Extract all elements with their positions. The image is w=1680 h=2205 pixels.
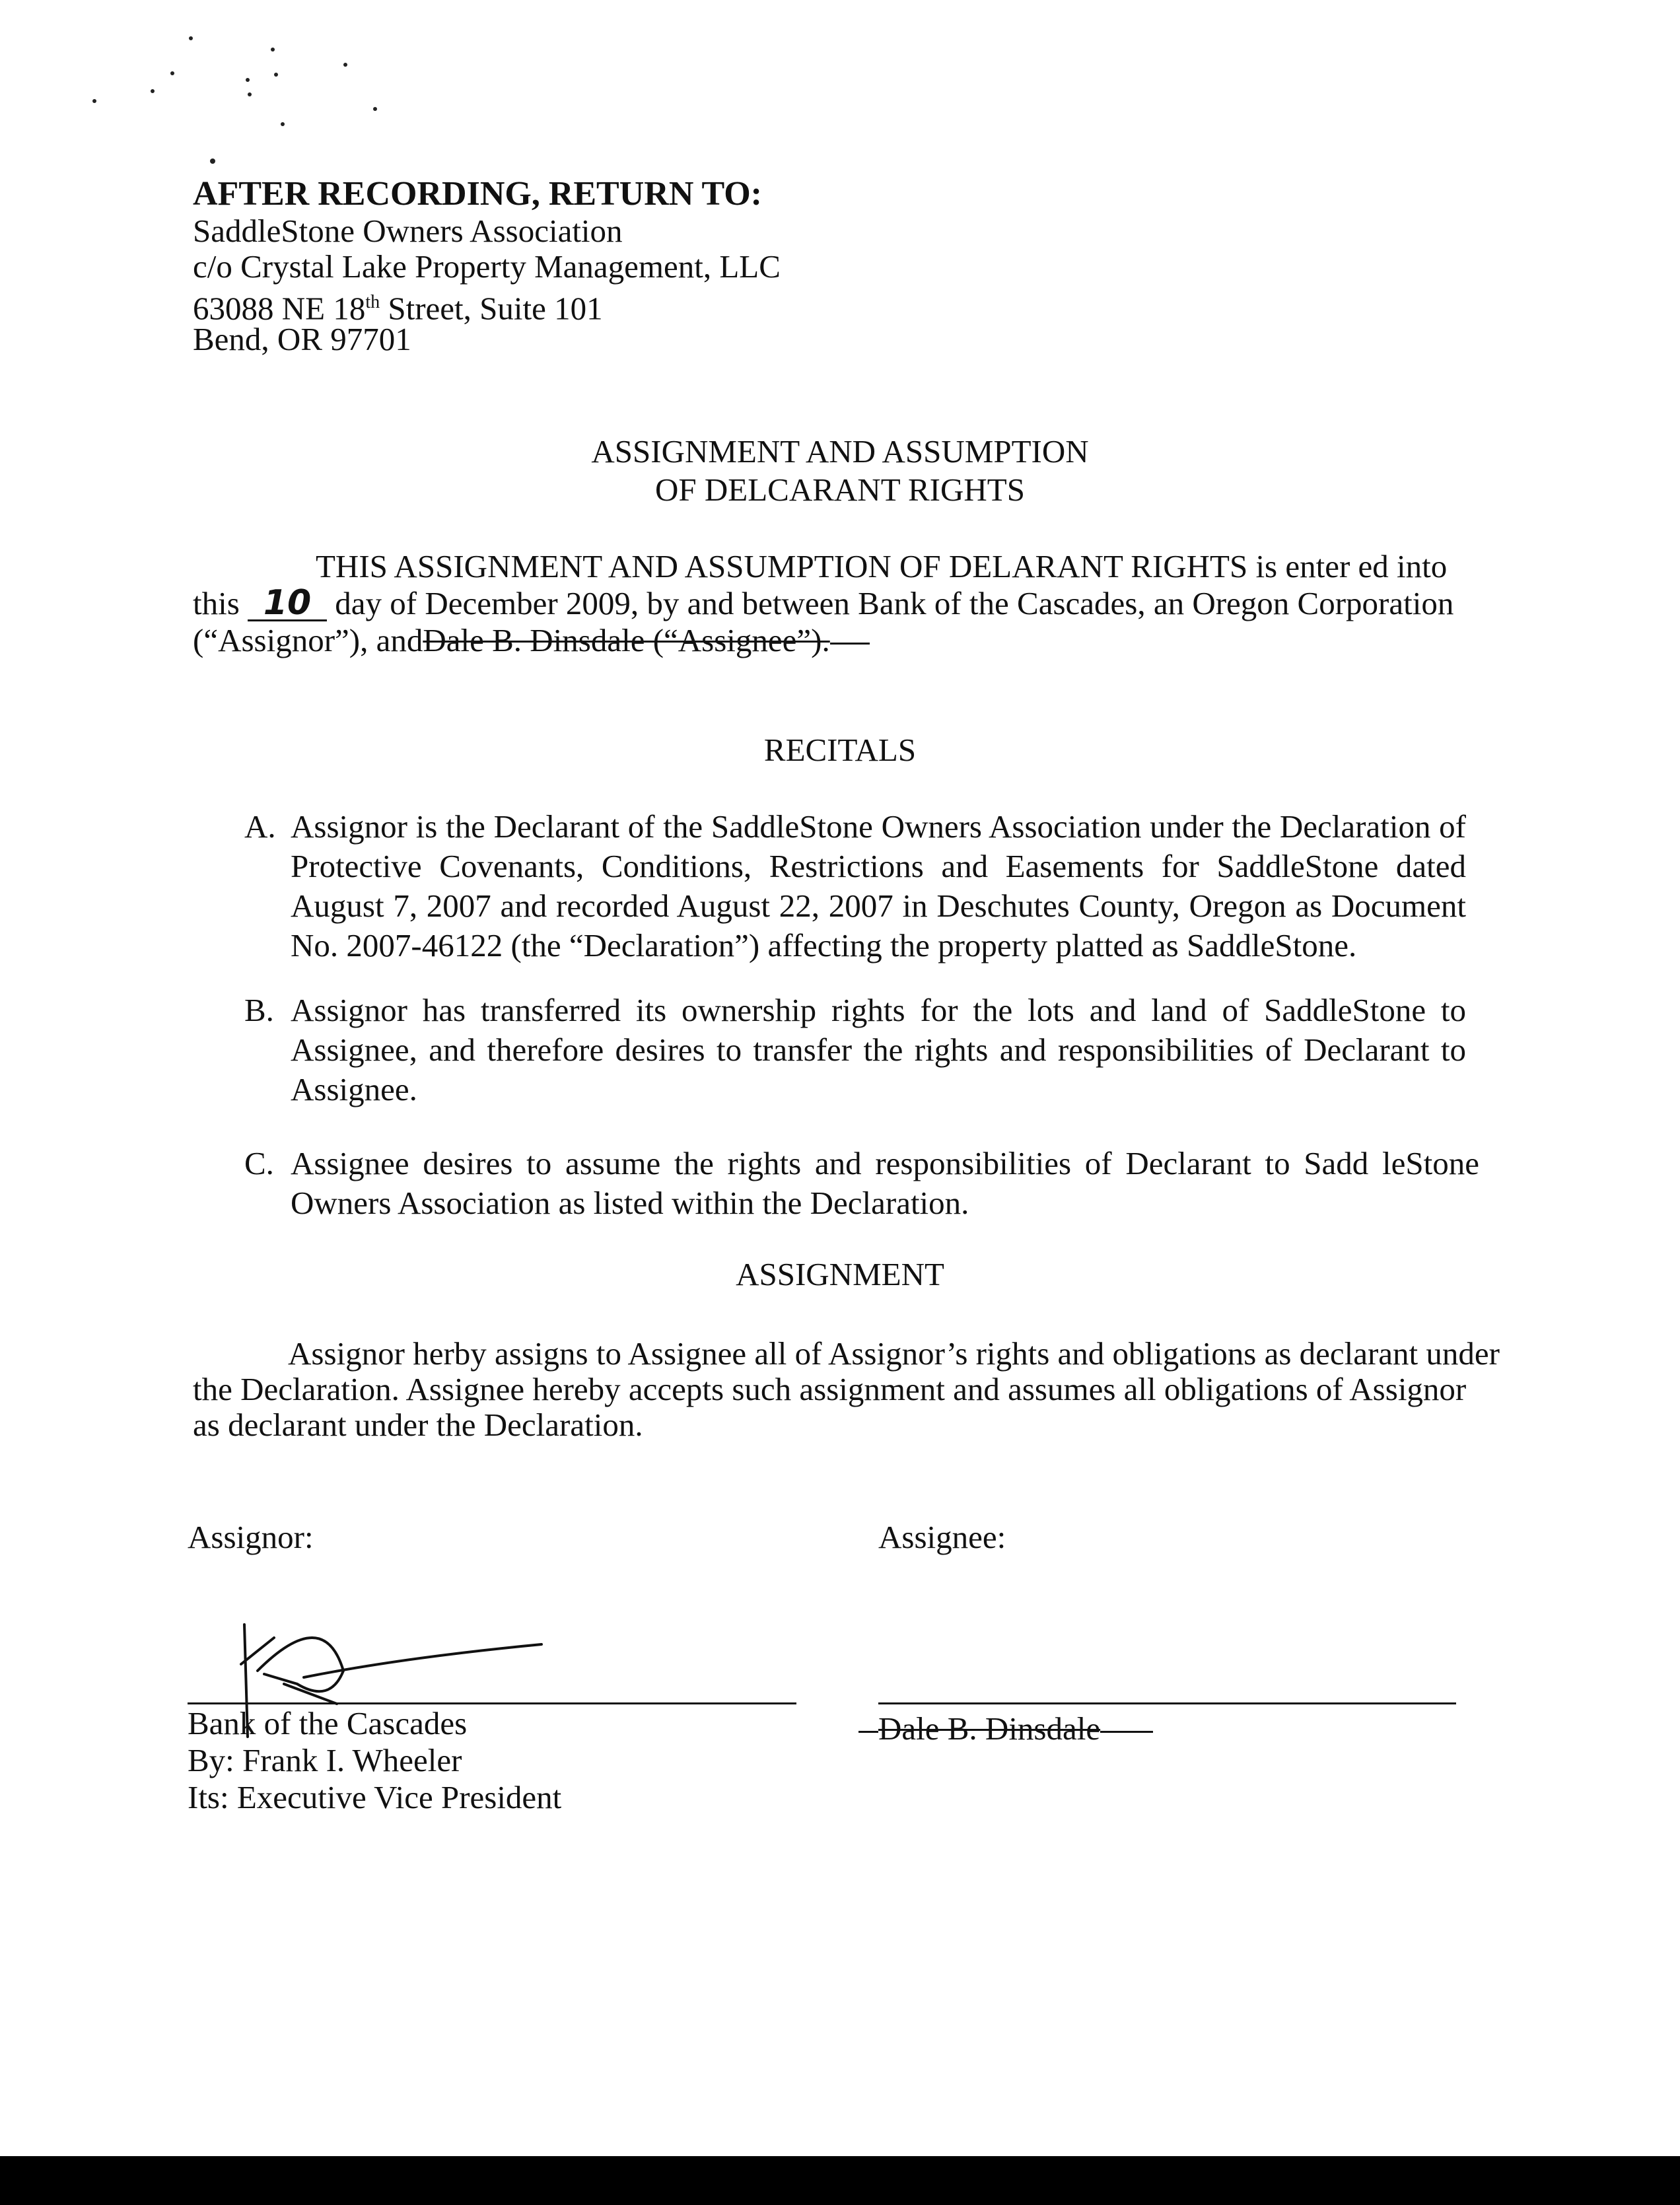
recital-c-text: Assignee desires to assume the rights and responsibilities of Declarant to Sadd leStone Owners Association as listed within the Declaration. xyxy=(291,1145,1479,1221)
assignee-name xyxy=(858,1709,1153,1749)
scan-speck xyxy=(170,71,174,75)
scan-bottom-edge xyxy=(0,2156,1680,2205)
scan-speck xyxy=(271,48,275,52)
day-blank xyxy=(248,583,327,623)
assignor-label: Assignor: xyxy=(188,1519,314,1555)
strike-tail-line xyxy=(1100,1731,1153,1733)
recital-b-letter: B. xyxy=(244,992,274,1028)
scan-speck xyxy=(151,89,155,93)
return-line-3-rest: Street, Suite 101 xyxy=(380,290,603,327)
scan-speck xyxy=(246,78,250,82)
recital-a-text: Assignor is the Declarant of the SaddleStone Owners Association under the Declaration of Protective Covenants, Conditions, Restrictions and Easements for SaddleStone dated August 7, 2007 and recorded August 22, 2007 in Deschutes County, Oregon as Document No. 2007-46122 (the “Declaration”) affecting the property platted as SaddleStone. xyxy=(291,808,1466,963)
scan-speck xyxy=(343,63,347,67)
strike-lead-line xyxy=(858,1731,878,1733)
struck-assignee-text: Dale B. Dinsdale (“Assignee”). xyxy=(423,622,830,658)
recital-c-letter: C. xyxy=(244,1145,274,1181)
intro-line-1: THIS ASSIGNMENT AND ASSUMPTION OF DELARANT RIGHTS is enter ed into xyxy=(316,548,1448,584)
document-title-line-1: ASSIGNMENT AND ASSUMPTION xyxy=(591,433,1089,470)
scan-speck xyxy=(281,122,285,126)
assignment-line-3: as declarant under the Declaration. xyxy=(193,1407,643,1443)
assignment-heading: ASSIGNMENT xyxy=(736,1256,944,1292)
intro-line-3 xyxy=(193,621,870,660)
scan-speck xyxy=(274,73,278,77)
assignment-line-1: Assignor herby assigns to Assignee all of Assignor’s rights and obligations as declarant under xyxy=(288,1335,1500,1372)
return-heading: AFTER RECORDING, RETURN TO: xyxy=(193,175,762,213)
intro-this-word: this xyxy=(193,585,240,621)
return-line-1: SaddleStone Owners Association xyxy=(193,213,623,249)
strike-tail-line xyxy=(830,643,870,645)
recital-a-letter: A. xyxy=(244,808,276,845)
intro-line-2 xyxy=(193,584,1453,623)
intro-line-3-text: (“Assignor”), and xyxy=(193,622,423,658)
return-line-4: Bend, OR 97701 xyxy=(193,321,411,357)
handwritten-day: 10 xyxy=(263,583,312,623)
scan-speck xyxy=(92,99,96,103)
document-title-line-2: OF DELCARANT RIGHTS xyxy=(655,472,1025,508)
recitals-heading: RECITALS xyxy=(763,732,917,768)
scan-speck xyxy=(189,36,193,40)
assignee-label: Assignee: xyxy=(878,1519,1006,1555)
intro-line-2-rest: day of December 2009, by and between Bank of the Cascades, an Oregon Corporation xyxy=(335,585,1454,621)
scan-speck xyxy=(248,92,252,96)
recital-b-text: Assignor has transferred its ownership rights for the lots and land of SaddleStone to Assignee, and therefore desires to transfer the rights and responsibilities of Declarant to Assignee. xyxy=(291,992,1466,1107)
assignor-name: Bank of the Cascades xyxy=(188,1705,468,1741)
assignment-line-2: the Declaration. Assignee hereby accepts such assignment and assumes all obligations of Assignor xyxy=(193,1371,1467,1407)
return-line-2: c/o Crystal Lake Property Management, LLC xyxy=(193,248,781,285)
assignee-signature-line xyxy=(878,1702,1456,1704)
assignor-by: By: Frank I. Wheeler xyxy=(188,1742,462,1778)
scan-speck xyxy=(373,107,377,111)
return-line-3-ordinal: th xyxy=(365,292,380,312)
assignor-title: Its: Executive Vice President xyxy=(188,1779,562,1815)
scan-speck xyxy=(210,158,215,164)
return-line-3-street-number: 63088 NE 18 xyxy=(193,290,366,327)
assignee-name-struck: Dale B. Dinsdale xyxy=(878,1710,1101,1747)
